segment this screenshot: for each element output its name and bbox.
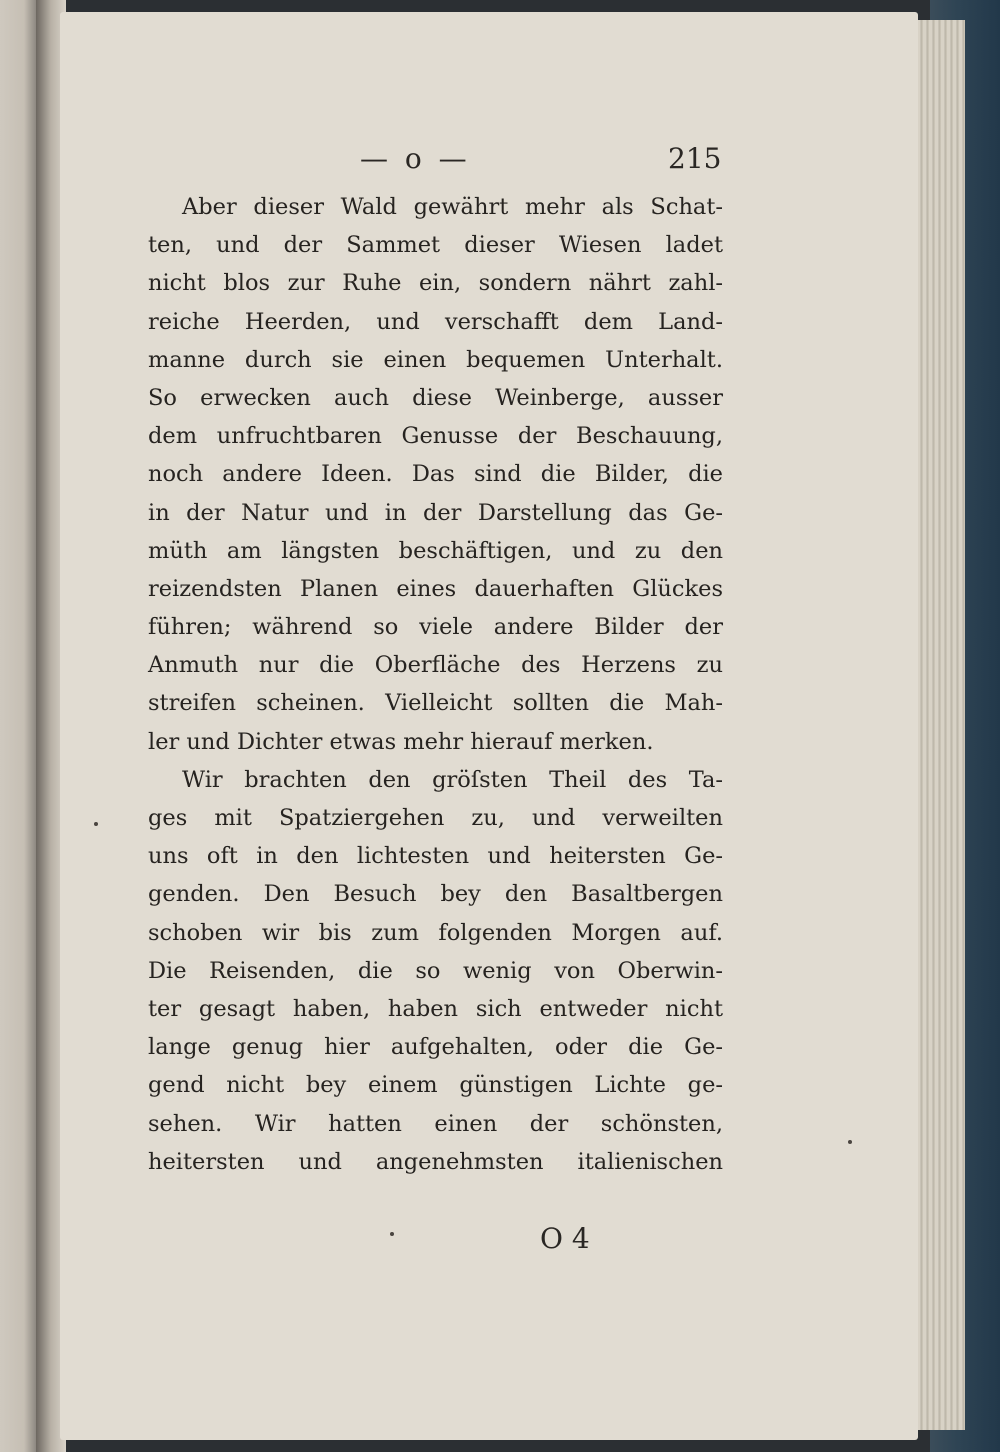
page-speck — [390, 1232, 394, 1236]
text-line: Die Reisenden, die so wenig von Oberwin- — [148, 957, 723, 984]
page-number: 215 — [668, 142, 722, 175]
text-line: schoben wir bis zum folgenden Morgen auf. — [148, 919, 723, 946]
text-line: streifen scheinen. Vielleicht sollten die Mah- — [148, 690, 723, 717]
page-speck — [94, 822, 98, 826]
text-line: uns oft in den lichtesten und heitersten Ge- — [148, 843, 723, 870]
signature-mark: O 4 — [540, 1222, 590, 1255]
text-line: lange genug hier aufgehalten, oder die Ge- — [148, 1034, 723, 1061]
page-speck — [848, 1140, 852, 1144]
text-line: sehen. Wir hatten einen der schönsten, — [148, 1110, 723, 1137]
text-line: dem unfruchtbaren Genusse der Beschauung, — [148, 423, 723, 450]
text-line: ges mit Spatziergehen zu, und verweilten — [148, 805, 723, 831]
text-line: manne durch sie einen bequemen Unterhalt. — [148, 346, 723, 373]
text-line: So erwecken auch diese Weinberge, ausser — [148, 384, 723, 411]
body-text — [148, 188, 723, 1181]
text-line: heitersten und angenehmsten italienischen — [148, 1148, 723, 1175]
facing-page-edge — [0, 0, 40, 1452]
text-line: ten, und der Sammet dieser Wiesen ladet — [148, 232, 723, 259]
text-line: reizendsten Planen eines dauerhaften Glückes — [148, 575, 723, 602]
text-line: nicht blos zur Ruhe ein, sondern nährt zahl- — [148, 270, 723, 297]
text-line: ler und Dichter etwas mehr hierauf merken. — [148, 728, 654, 755]
running-head-ornament: — o — — [360, 142, 471, 175]
text-line: ter gesagt haben, haben sich entweder nicht — [148, 995, 723, 1022]
text-line: Anmuth nur die Oberfläche des Herzens zu — [148, 652, 723, 679]
text-line: führen; während so viele andere Bilder der — [148, 614, 723, 641]
text-line: reiche Heerden, und verschafft dem Land- — [148, 308, 723, 335]
text-line: Wir brachten den gröſsten Theil des Ta- — [182, 766, 723, 793]
text-line: Aber dieser Wald gewährt mehr als Schat- — [182, 194, 723, 220]
text-line: noch andere Ideen. Das sind die Bilder, die — [148, 461, 723, 488]
text-line: gend nicht bey einem günstigen Lichte ge- — [148, 1072, 723, 1099]
text-line: genden. Den Besuch bey den Basaltbergen — [148, 881, 723, 908]
text-line: in der Natur und in der Darstellung das Ge- — [148, 499, 723, 526]
text-line: müth am längsten beschäftigen, und zu den — [148, 537, 723, 564]
